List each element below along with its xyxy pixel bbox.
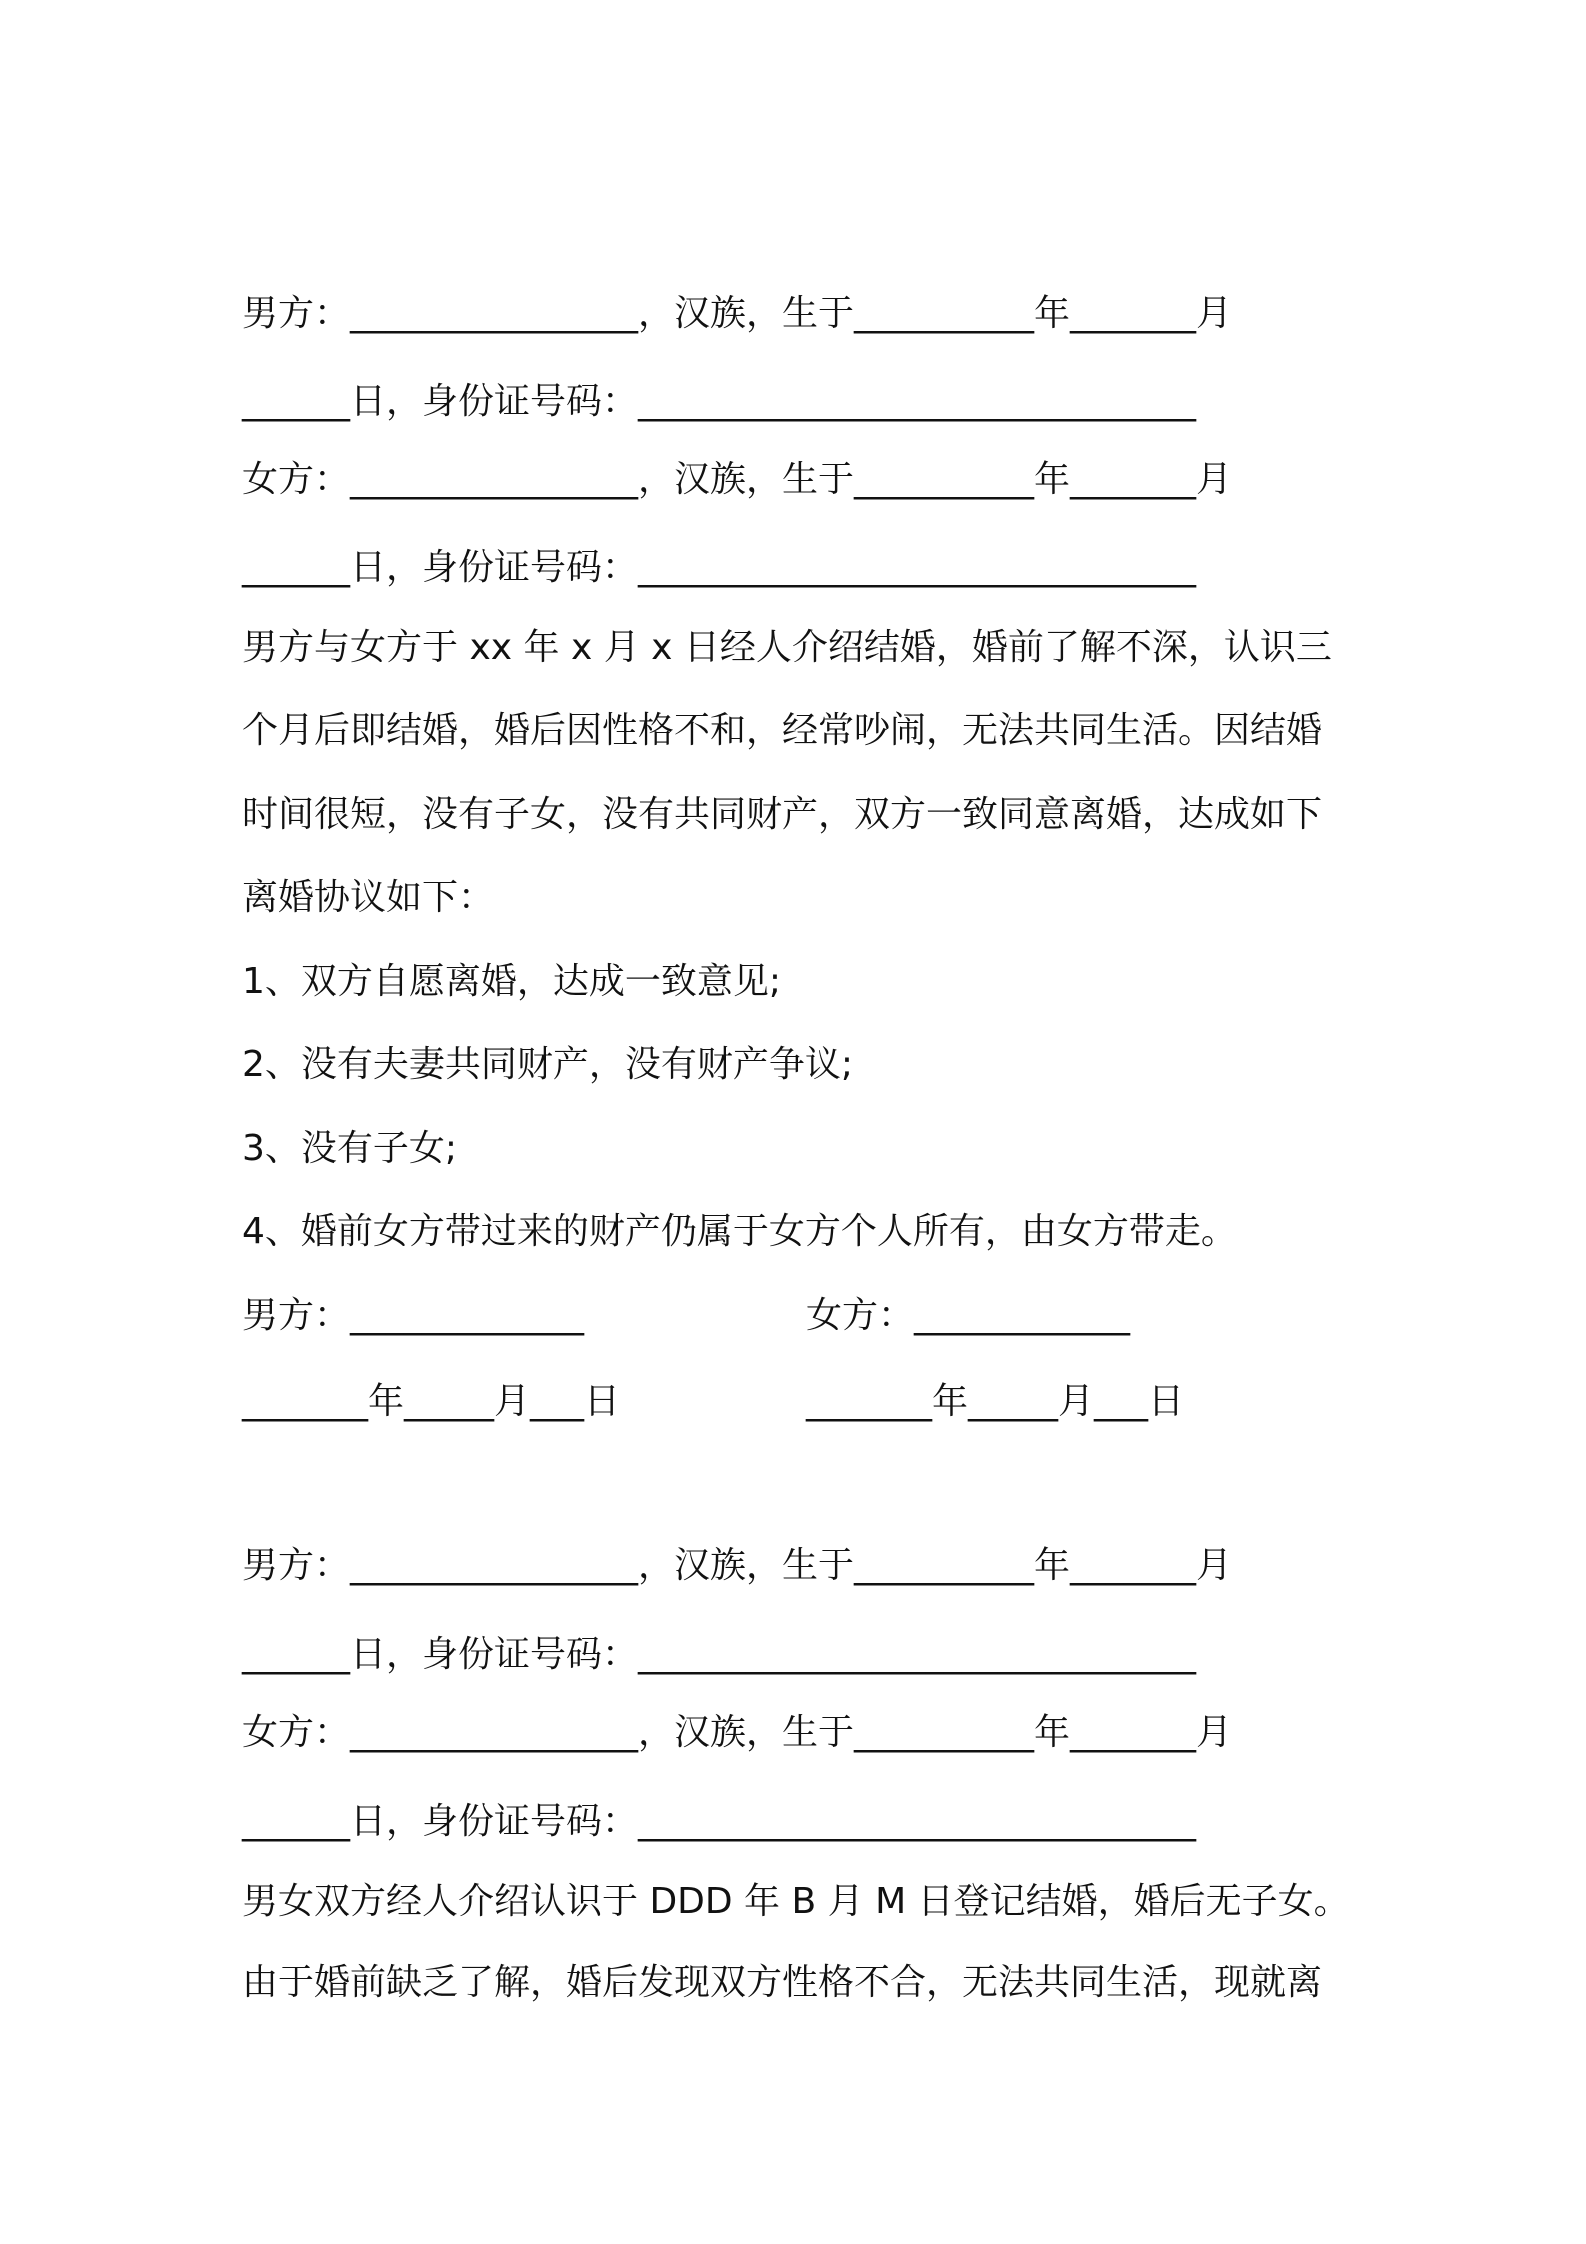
male-info-line-2: ______日，身份证号码：_______________________________: [242, 381, 1197, 422]
female-info-line-2: ______日，身份证号码：_______________________________: [242, 547, 1197, 588]
body-paragraph-line-2: 个月后即结婚，婚后因性格不和，经常吵闹，无法共同生活。因结婚: [242, 710, 1323, 751]
body-paragraph-s2-line-2: 由于婚前缺乏了解，婚后发现双方性格不合，无法共同生活，现就离: [242, 1962, 1323, 2003]
clause-2: 2、没有夫妻共同财产，没有财产争议;: [242, 1044, 854, 1085]
female-info-line-1-s2: 女方：________________，汉族，生于__________年_______月: [242, 1712, 1233, 1753]
body-paragraph-line-4: 离婚协议如下：: [242, 877, 495, 918]
male-info-line-1: 男方：________________，汉族，生于__________年_______月: [242, 293, 1233, 334]
body-paragraph-line-3: 时间很短，没有子女，没有共同财产，双方一致同意离婚，达成如下: [242, 794, 1323, 835]
signature-female: 女方：____________: [806, 1295, 1131, 1336]
body-paragraph-line-1: 男方与女方于 xx 年 x 月 x 日经人介绍结婚，婚前了解不深，认识三: [242, 627, 1332, 668]
male-info-line-2-s2: ______日，身份证号码：_______________________________: [242, 1634, 1197, 1675]
female-info-line-1: 女方：________________，汉族，生于__________年_______月: [242, 459, 1233, 500]
clause-4: 4、婚前女方带过来的财产仍属于女方个人所有，由女方带走。: [242, 1211, 1237, 1252]
body-paragraph-s2-line-1: 男女双方经人介绍认识于 DDD 年 B 月 M 日登记结婚，婚后无子女。: [242, 1881, 1350, 1922]
signature-male-date: _______年_____月___日: [242, 1381, 620, 1422]
clause-1: 1、双方自愿离婚，达成一致意见;: [242, 961, 782, 1002]
male-info-line-1-s2: 男方：________________，汉族，生于__________年_______月: [242, 1545, 1233, 1586]
signature-female-date: _______年_____月___日: [806, 1381, 1184, 1422]
signature-male: 男方：_____________: [242, 1295, 585, 1336]
female-info-line-2-s2: ______日，身份证号码：_______________________________: [242, 1801, 1197, 1842]
clause-3: 3、没有子女;: [242, 1128, 458, 1169]
